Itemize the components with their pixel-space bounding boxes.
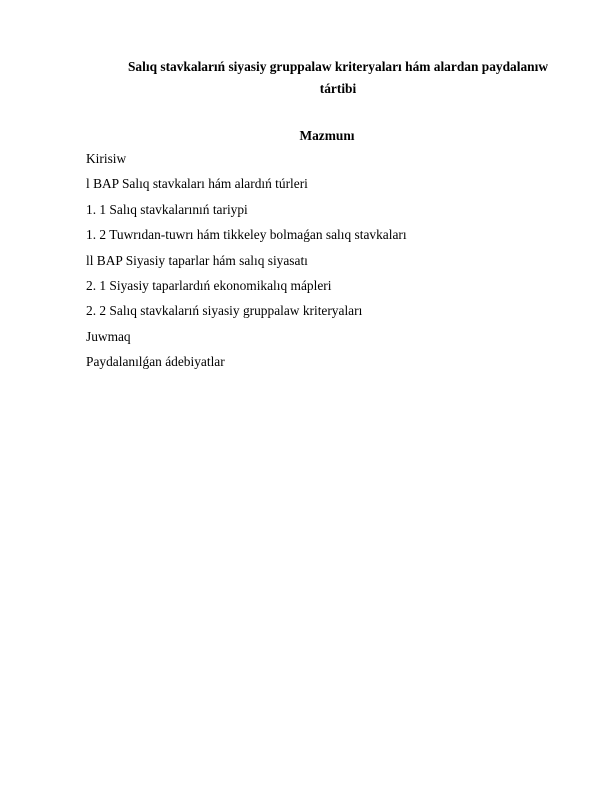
toc-item-section-1-1: 1. 1 Salıq stavkalarınıń tariypi [86, 201, 248, 217]
toc-item-section-1-2: 1. 2 Tuwrıdan-tuwrı hám tikkeley bolmaǵan salıq stavkaları [86, 227, 407, 243]
document-title-line-1: Salıq stavkalarıń siyasiy gruppalaw kriteryaları hám alardan paydalanıw [127, 59, 548, 74]
contents-heading: Mazmunı [299, 128, 355, 143]
toc-item-conclusion: Juwmaq [86, 328, 131, 344]
toc-item-chapter-1: l BAP Salıq stavkaları hám alardıń túrleri [86, 176, 308, 192]
toc-item-section-2-1: 2. 1 Siyasiy taparlardıń ekonomikalıq mápleri [86, 277, 332, 293]
toc-item-introduction: Kirisiw [86, 151, 127, 166]
toc-item-chapter-2: ll BAP Siyasiy taparlar hám salıq siyasatı [86, 252, 308, 268]
toc-item-section-2-2: 2. 2 Salıq stavkalarıń siyasiy gruppalaw kriteryaları [86, 303, 363, 319]
table-of-contents [86, 151, 407, 380]
document-title-line-2: tártibi [319, 81, 357, 96]
toc-item-references: Paydalanılǵan ádebiyatlar [86, 354, 225, 370]
